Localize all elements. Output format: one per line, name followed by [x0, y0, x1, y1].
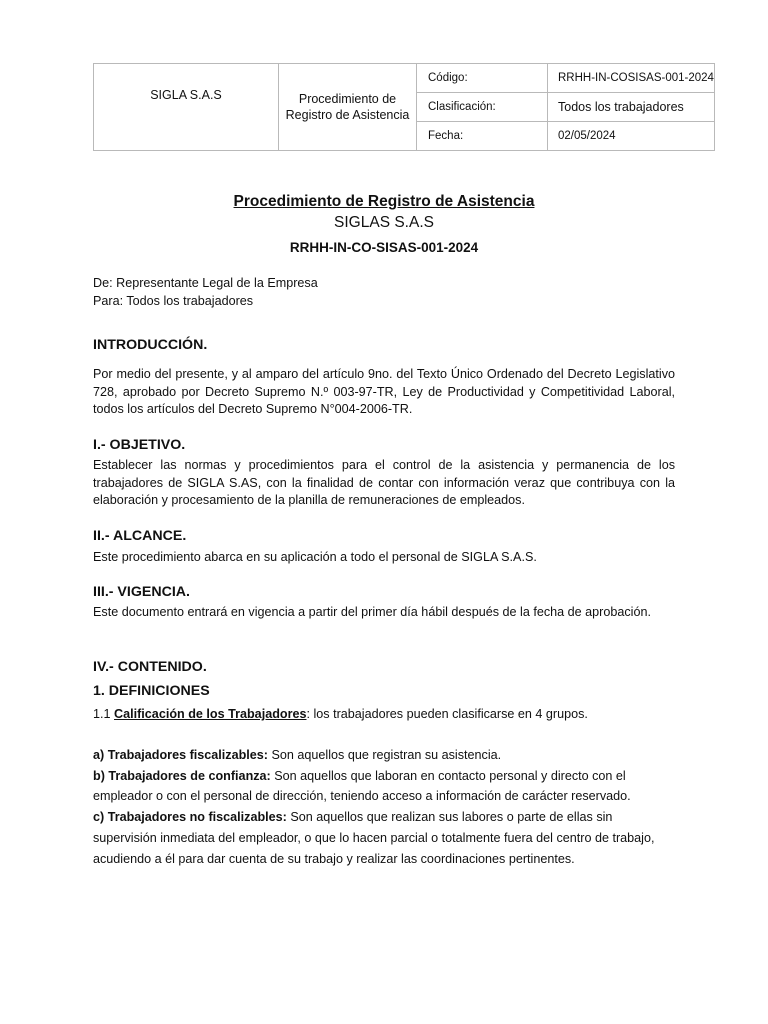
- document-title-block: [93, 191, 675, 260]
- header-title: Procedimiento de Registro de Asistencia: [279, 64, 417, 151]
- document-title: Procedimiento de Registro de Asistencia: [233, 193, 535, 210]
- vigencia-text: Este documento entrará en vigencia a partir del primer día hábil después de la fecha de aprobación.: [93, 605, 651, 619]
- vigencia-heading: III.- VIGENCIA.: [93, 584, 190, 600]
- header-clasificacion-value: Todos los trabajadores: [548, 93, 715, 122]
- document-code: RRHH-IN-CO-SISAS-001-2024: [289, 240, 479, 255]
- intro-text: Por medio del presente, y al amparo del artículo 9no. del Texto Único Ordenado del Decreto Legislativo 728, aprobado por Decreto Supremo N.º 003-97-TR, Ley de Productividad y Competitividad Laboral, todos los artículos del Decreto Supremo N°004-2006-TR.: [93, 367, 675, 416]
- intro-heading: INTRODUCCIÓN.: [93, 337, 208, 353]
- document-header-table: [93, 63, 715, 151]
- list-item: [93, 807, 675, 869]
- objetivo-text: Establecer las normas y procedimientos para el control de la asistencia y permanencia de los trabajadores de SIGLA S.AS, con la finalidad de contar con información veraz que contribuya con la elaboración y procesamiento de la planilla de remuneraciones de empleados.: [93, 458, 675, 507]
- alcance-text: Este procedimiento abarca en su aplicación a todo el personal de SIGLA S.A.S.: [93, 550, 537, 564]
- objetivo-heading: I.- OBJETIVO.: [93, 437, 186, 453]
- worker-type-term: b) Trabajadores de confianza:: [93, 768, 271, 783]
- document-company: SIGLAS S.A.S: [334, 214, 434, 231]
- header-company-cell: [94, 64, 279, 151]
- worker-types-list: [93, 745, 675, 869]
- calificacion-paragraph: [93, 706, 675, 724]
- header-clasificacion-label: Clasificación:: [417, 93, 548, 122]
- document-to: Para: Todos los trabajadores: [93, 293, 254, 308]
- document-from: De: Representante Legal de la Empresa: [93, 276, 318, 290]
- header-fecha-value: 02/05/2024: [548, 122, 715, 151]
- document-meta: [93, 275, 675, 310]
- alcance-heading: II.- ALCANCE.: [93, 528, 187, 544]
- definiciones-heading: 1. DEFINICIONES: [93, 683, 210, 699]
- worker-type-term: a) Trabajadores fiscalizables:: [93, 748, 268, 762]
- calificacion-term: Calificación de los Trabajadores: [114, 707, 307, 721]
- list-item: [93, 766, 675, 807]
- contenido-heading: IV.- CONTENIDO.: [93, 659, 207, 675]
- worker-type-text: Son aquellos que registran su asistencia.: [268, 748, 502, 762]
- header-company: SIGLA S.A.S: [150, 88, 222, 102]
- worker-type-text: Son aquellos que realizan sus labores o parte de ellas sin supervisión inmediata del empleador, o que lo hacen parcial o totalmente fuera del centro de trabajo, acudiendo a él para dar cuenta de su trabajo y realizar las coordinaciones pertinentes.: [93, 810, 655, 866]
- header-codigo-value: RRHH-IN-COSISAS-001-2024: [548, 64, 715, 93]
- calificacion-text: : los trabajadores pueden clasificarse en 4 grupos.: [306, 707, 588, 721]
- calificacion-number: 1.1: [93, 707, 111, 721]
- list-item: [93, 745, 675, 766]
- header-codigo-label: Código:: [417, 64, 548, 93]
- header-fecha-label: Fecha:: [417, 122, 548, 151]
- worker-type-text: Son aquellos que laboran en contacto personal y directo con el empleador o con el personal de dirección, teniendo acceso a información de carácter reservado.: [93, 768, 631, 804]
- worker-type-term: c) Trabajadores no fiscalizables:: [93, 810, 287, 825]
